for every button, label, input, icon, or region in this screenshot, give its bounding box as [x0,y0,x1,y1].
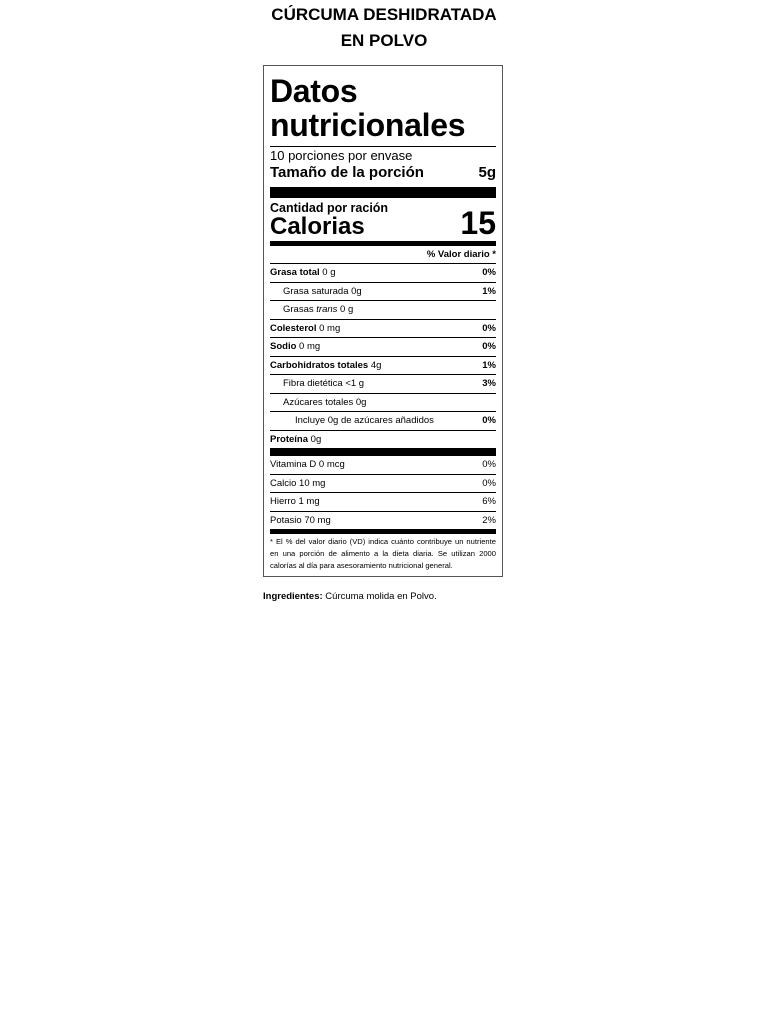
calories-label: Calorias [270,213,365,240]
product-title [254,2,514,54]
nutrient-row-protein: Proteína 0g [270,433,322,445]
nutrient-row-total-sugars: Azúcares totales 0g [270,394,496,413]
nutrient-row-added-sugars: Incluye 0g de azúcares añadidos 0% [270,412,496,431]
vitamin-row-calcium: Calcio 10 mg 0% [270,475,496,494]
label-title-line1: Datos [270,73,358,109]
nutrient-row-saturated-fat: Grasa saturada 0g 1% [270,283,496,302]
label-title-line2: nutricionales [270,107,466,143]
nutrient-row-total-carbs: Carbohidratos totales 4g 1% [270,357,496,376]
nutrient-row-total-fat: Grasa total 0 g 0% [270,264,496,283]
vitamin-row-d: Vitamina D 0 mcg 0% [270,456,496,475]
calories-value: 15 [460,205,496,241]
nutrient-row-cholesterol: Colesterol 0 mg 0% [270,320,496,339]
divider-thick [270,448,496,456]
divider [270,146,496,147]
divider-thick [270,187,496,198]
ingredients-label: Ingredientes: [263,591,323,602]
vitamin-row-potassium: Potasio 70 mg 2% [270,514,496,526]
vitamin-row-iron: Hierro 1 mg 6% [270,493,496,512]
ingredients [263,590,437,604]
serving-size-value: 5g [478,164,496,181]
ingredients-text: Cúrcuma molida en Polvo. [325,591,437,602]
label-title [270,74,496,142]
product-title-line1: CÚRCUMA DESHIDRATADA [271,5,497,24]
serving-size [270,163,496,182]
servings-per-container: 10 porciones por envase [270,148,413,163]
nutrient-row-fiber: Fibra dietética <1 g 3% [270,375,496,394]
serving-size-label: Tamaño de la porción [270,164,424,181]
daily-value-header: % Valor diario * [270,246,496,264]
nutrition-facts-label [263,65,503,577]
amount-caption: Cantidad por ración [270,201,389,215]
nutrient-row-trans-fat: Grasas trans 0 g [270,301,496,320]
daily-value-footnote: * El % del valor diario (VD) indica cuánto contribuye un nutriente en una porción de alimento a la dieta diaria. Se utilizan 2000 calorías al día para asesoramiento nutricional general. [270,537,496,570]
product-title-line2: EN POLVO [340,31,428,50]
nutrient-row-sodium: Sodio 0 mg 0% [270,338,496,357]
calories-block [270,201,496,239]
